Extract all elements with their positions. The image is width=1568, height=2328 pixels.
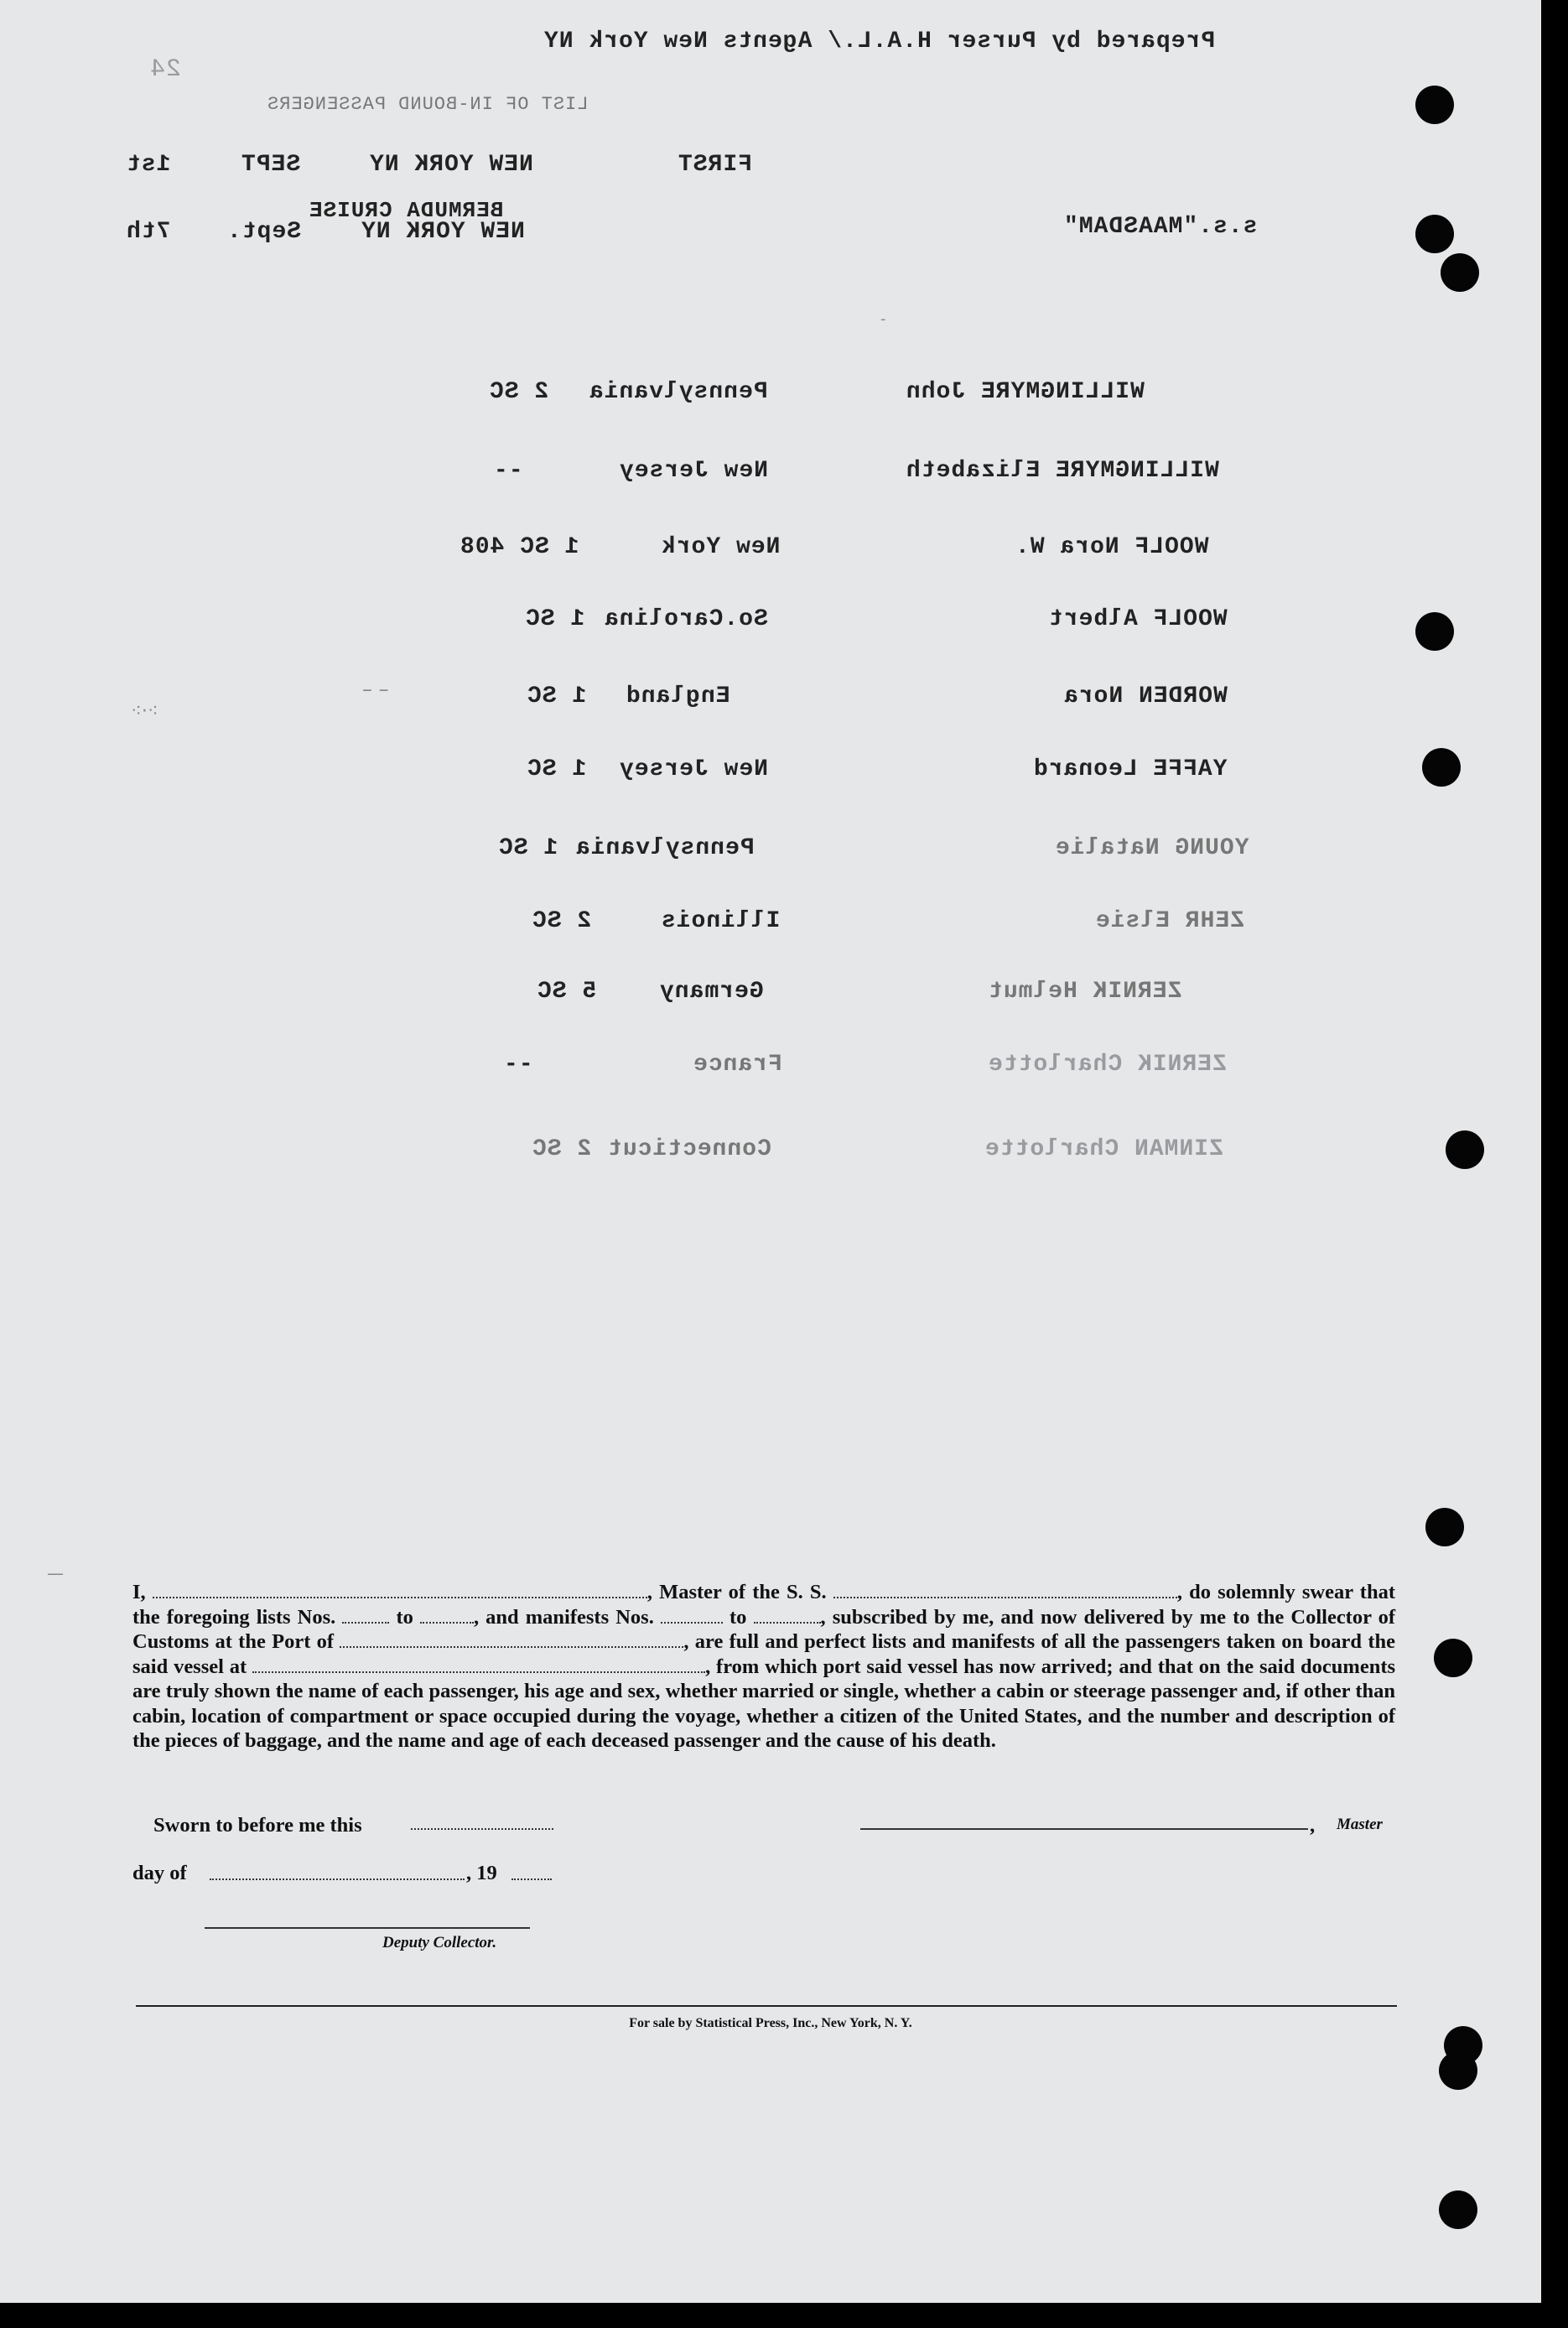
passenger-name: ZERNIK Charlotte — [988, 1052, 1227, 1078]
passenger-residence: Germany — [659, 979, 764, 1005]
second-line-month: Sept. — [226, 219, 302, 245]
prepared-by-line: Prepared by Purser H.A.L./ Agents New York NY — [543, 29, 1216, 55]
deputy-collector-label: Deputy Collector. — [382, 1934, 497, 1951]
vessel-port-blank — [252, 1656, 705, 1673]
passenger-name: WOOLF Albert — [1048, 606, 1228, 632]
binder-hole — [1446, 1130, 1484, 1169]
binder-hole — [1422, 748, 1461, 787]
passenger-residence: Connecticut — [607, 1136, 771, 1162]
passenger-residence: New York — [661, 534, 781, 560]
day-of-blank — [210, 1879, 465, 1880]
first-line-month: SEPT — [241, 152, 301, 178]
first-line-port: NEW YORK NY — [369, 152, 533, 178]
master-signature-line — [860, 1828, 1308, 1830]
ship-name: s.s."MAASDAM" — [1063, 214, 1258, 240]
manifests-to-blank — [754, 1607, 821, 1624]
passenger-cabin: 1 SC — [527, 683, 587, 709]
oath-text: I, — [132, 1581, 146, 1603]
lists-to-blank — [420, 1607, 474, 1624]
passenger-residence: New Jersey — [619, 756, 769, 782]
cruise-label: BERMUDA CRUISE — [309, 198, 504, 223]
sworn-label: Sworn to before me this — [153, 1814, 362, 1837]
passenger-residence: Illinois — [661, 908, 781, 934]
oath-text: , from which port said vessel has now arrived; and that on the said documents are truly shown the name of each passenger, his age and sex, whether married or single, whether a cabin or steerage passenger and, if other than cabin, location of compartment or space occupied during the voyage, whether a citizen of the United States, and the number and description of the pieces of baggage, and the name and age of each deceased passenger and the cause of his death. — [132, 1655, 1396, 1752]
first-line-day: 1st — [126, 152, 171, 178]
second-line-day: 7th — [126, 219, 171, 245]
passenger-cabin: 2 SC — [532, 1136, 592, 1162]
dash-mark: – – — [362, 678, 389, 701]
footer-rule — [136, 2005, 1397, 2007]
passenger-name: YOUNG Natalie — [1055, 835, 1249, 861]
passenger-name: ZEHR Elsie — [1095, 908, 1245, 934]
passenger-name: ZERNIK Helmut — [988, 979, 1182, 1005]
passenger-cabin: 1 SC — [525, 606, 585, 632]
binder-hole — [1415, 612, 1454, 651]
lists-from-blank — [342, 1607, 389, 1624]
oath-text: , Master of the S. S. — [646, 1581, 827, 1603]
passenger-name: WORDEN Nora — [1063, 683, 1228, 709]
binder-hole — [1434, 1639, 1472, 1677]
oath-text: , do solemnly swear that the foregoing lists Nos. — [132, 1581, 1395, 1629]
year-label: , 19 — [466, 1862, 497, 1884]
binder-hole — [1425, 1508, 1464, 1546]
dash-mark: - — [880, 310, 886, 328]
master-name-blank — [153, 1582, 647, 1598]
manifests-from-blank — [661, 1607, 723, 1624]
passenger-cabin: 2 SC — [489, 379, 549, 405]
passenger-residence: Pennsylvania — [575, 835, 755, 861]
binder-hole — [1441, 253, 1479, 292]
port-blank — [340, 1631, 683, 1648]
passenger-cabin: 1 SC 408 — [459, 534, 579, 560]
master-comma: , — [1310, 1814, 1316, 1837]
passenger-residence: France — [693, 1052, 782, 1078]
passenger-name: WILLINGMYRE Elizabeth — [906, 458, 1219, 484]
passenger-cabin: 2 SC — [532, 908, 592, 934]
oath-text: , and manifests Nos. — [473, 1605, 654, 1629]
passenger-residence: New Jersey — [619, 458, 769, 484]
second-line-port: NEW YORK NY — [361, 219, 525, 245]
passenger-name: ZINMAN Charlotte — [984, 1136, 1223, 1162]
passenger-cabin: 5 SC — [537, 979, 597, 1005]
passenger-residence: Pennsylvania — [589, 379, 768, 405]
passenger-name: WOOLF Nora W. — [1015, 534, 1209, 560]
passenger-cabin: 1 SC — [527, 756, 587, 782]
passenger-name: YAFFE Leonard — [1033, 756, 1228, 782]
passenger-cabin: 1 SC — [498, 835, 558, 861]
oath-text: to — [729, 1605, 747, 1629]
passenger-residence: England — [626, 683, 730, 709]
day-of-label: day of — [132, 1862, 187, 1884]
master-label: Master — [1337, 1816, 1383, 1833]
year-blank — [511, 1879, 552, 1880]
faint-form-title: LIST OF IN-BOUND PASSENGERS — [267, 94, 589, 115]
ship-name-blank — [833, 1582, 1177, 1598]
oath-text: , are full and perfect lists and manifests of all the passengers taken on board the said vessel at — [132, 1630, 1395, 1678]
stamp-number: 24 — [149, 55, 182, 84]
dash-mark: — — [47, 1563, 64, 1583]
class-label: FIRST — [678, 152, 753, 178]
binder-hole — [1439, 2051, 1477, 2090]
sworn-date-blank — [411, 1828, 553, 1830]
binder-hole — [1415, 86, 1454, 124]
oath-paragraph — [132, 1580, 1395, 1754]
margin-mark: ⁖·⁖ — [131, 701, 158, 722]
binder-hole — [1439, 2190, 1477, 2229]
binder-hole — [1415, 215, 1454, 253]
oath-text: to — [396, 1605, 413, 1629]
passenger-name: WILLINGMYRE John — [906, 379, 1145, 405]
passenger-cabin: -- — [493, 458, 523, 484]
passenger-cabin: -- — [503, 1052, 533, 1078]
passenger-residence: So.Carolina — [604, 606, 768, 632]
oath-text: , subscribed by me, and now delivered by me to the Collector of Customs at the Port of — [132, 1605, 1396, 1653]
deputy-signature-line — [205, 1927, 530, 1929]
publisher-footer: For sale by Statistical Press, Inc., New York, N. Y. — [629, 2016, 912, 2030]
